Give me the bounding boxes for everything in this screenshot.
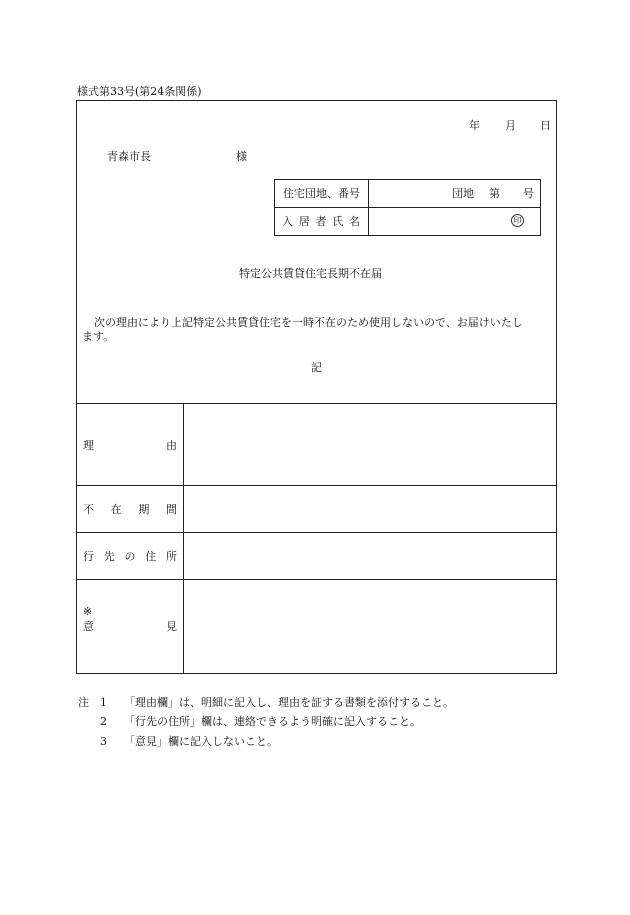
housing-go: 号	[523, 187, 534, 200]
note-2-number: 2	[100, 715, 107, 728]
note-1-number: 1	[100, 696, 107, 709]
housing-dai: 第	[489, 187, 500, 200]
applicant-table-column-divider	[368, 179, 369, 236]
form-number: 様式第33号(第24条関係)	[77, 85, 202, 98]
statement-line2: ます。	[82, 330, 115, 343]
form-title: 特定公共賃貸住宅長期不在届	[239, 267, 382, 280]
addressee-name: 青森市長	[107, 150, 151, 163]
applicant-table-divider	[274, 207, 541, 208]
opinion-label: 意 見	[83, 620, 177, 633]
reason-field[interactable]	[184, 404, 556, 485]
note-1-text: 「理由欄」は、明細に記入し、理由を証する書類を添付すること。	[124, 696, 454, 709]
date-day: 日	[540, 119, 551, 132]
note-2-text: 「行先の住所」欄は、連絡できるよう明確に記入すること。	[124, 715, 421, 728]
opinion-field	[184, 580, 556, 673]
destination-field[interactable]	[184, 533, 556, 579]
ki-label: 記	[311, 361, 322, 374]
notes-prefix: 注	[78, 696, 89, 709]
destination-label: 行 先 の 住 所	[83, 550, 177, 563]
date-year: 年	[469, 119, 480, 132]
housing-label: 住宅団地、番号	[283, 187, 360, 200]
note-3-text: 「意見」欄に記入しないこと。	[124, 735, 278, 748]
reason-label: 理 由	[83, 439, 177, 452]
note-3-number: 3	[100, 735, 107, 748]
opinion-mark: ※	[83, 605, 93, 618]
period-label: 不 在 期 間	[83, 503, 177, 516]
housing-danchi: 団地	[452, 187, 474, 200]
addressee-honorific: 様	[236, 150, 247, 163]
statement-line1: 次の理由により上記特定公共賃貸住宅を一時不在のため使用しないので、お届けいたし	[94, 316, 523, 329]
date-month: 月	[505, 119, 516, 132]
resident-label: 入 居 者 氏 名	[282, 215, 360, 228]
seal-stamp: 印	[511, 214, 524, 227]
period-field[interactable]	[184, 486, 556, 532]
